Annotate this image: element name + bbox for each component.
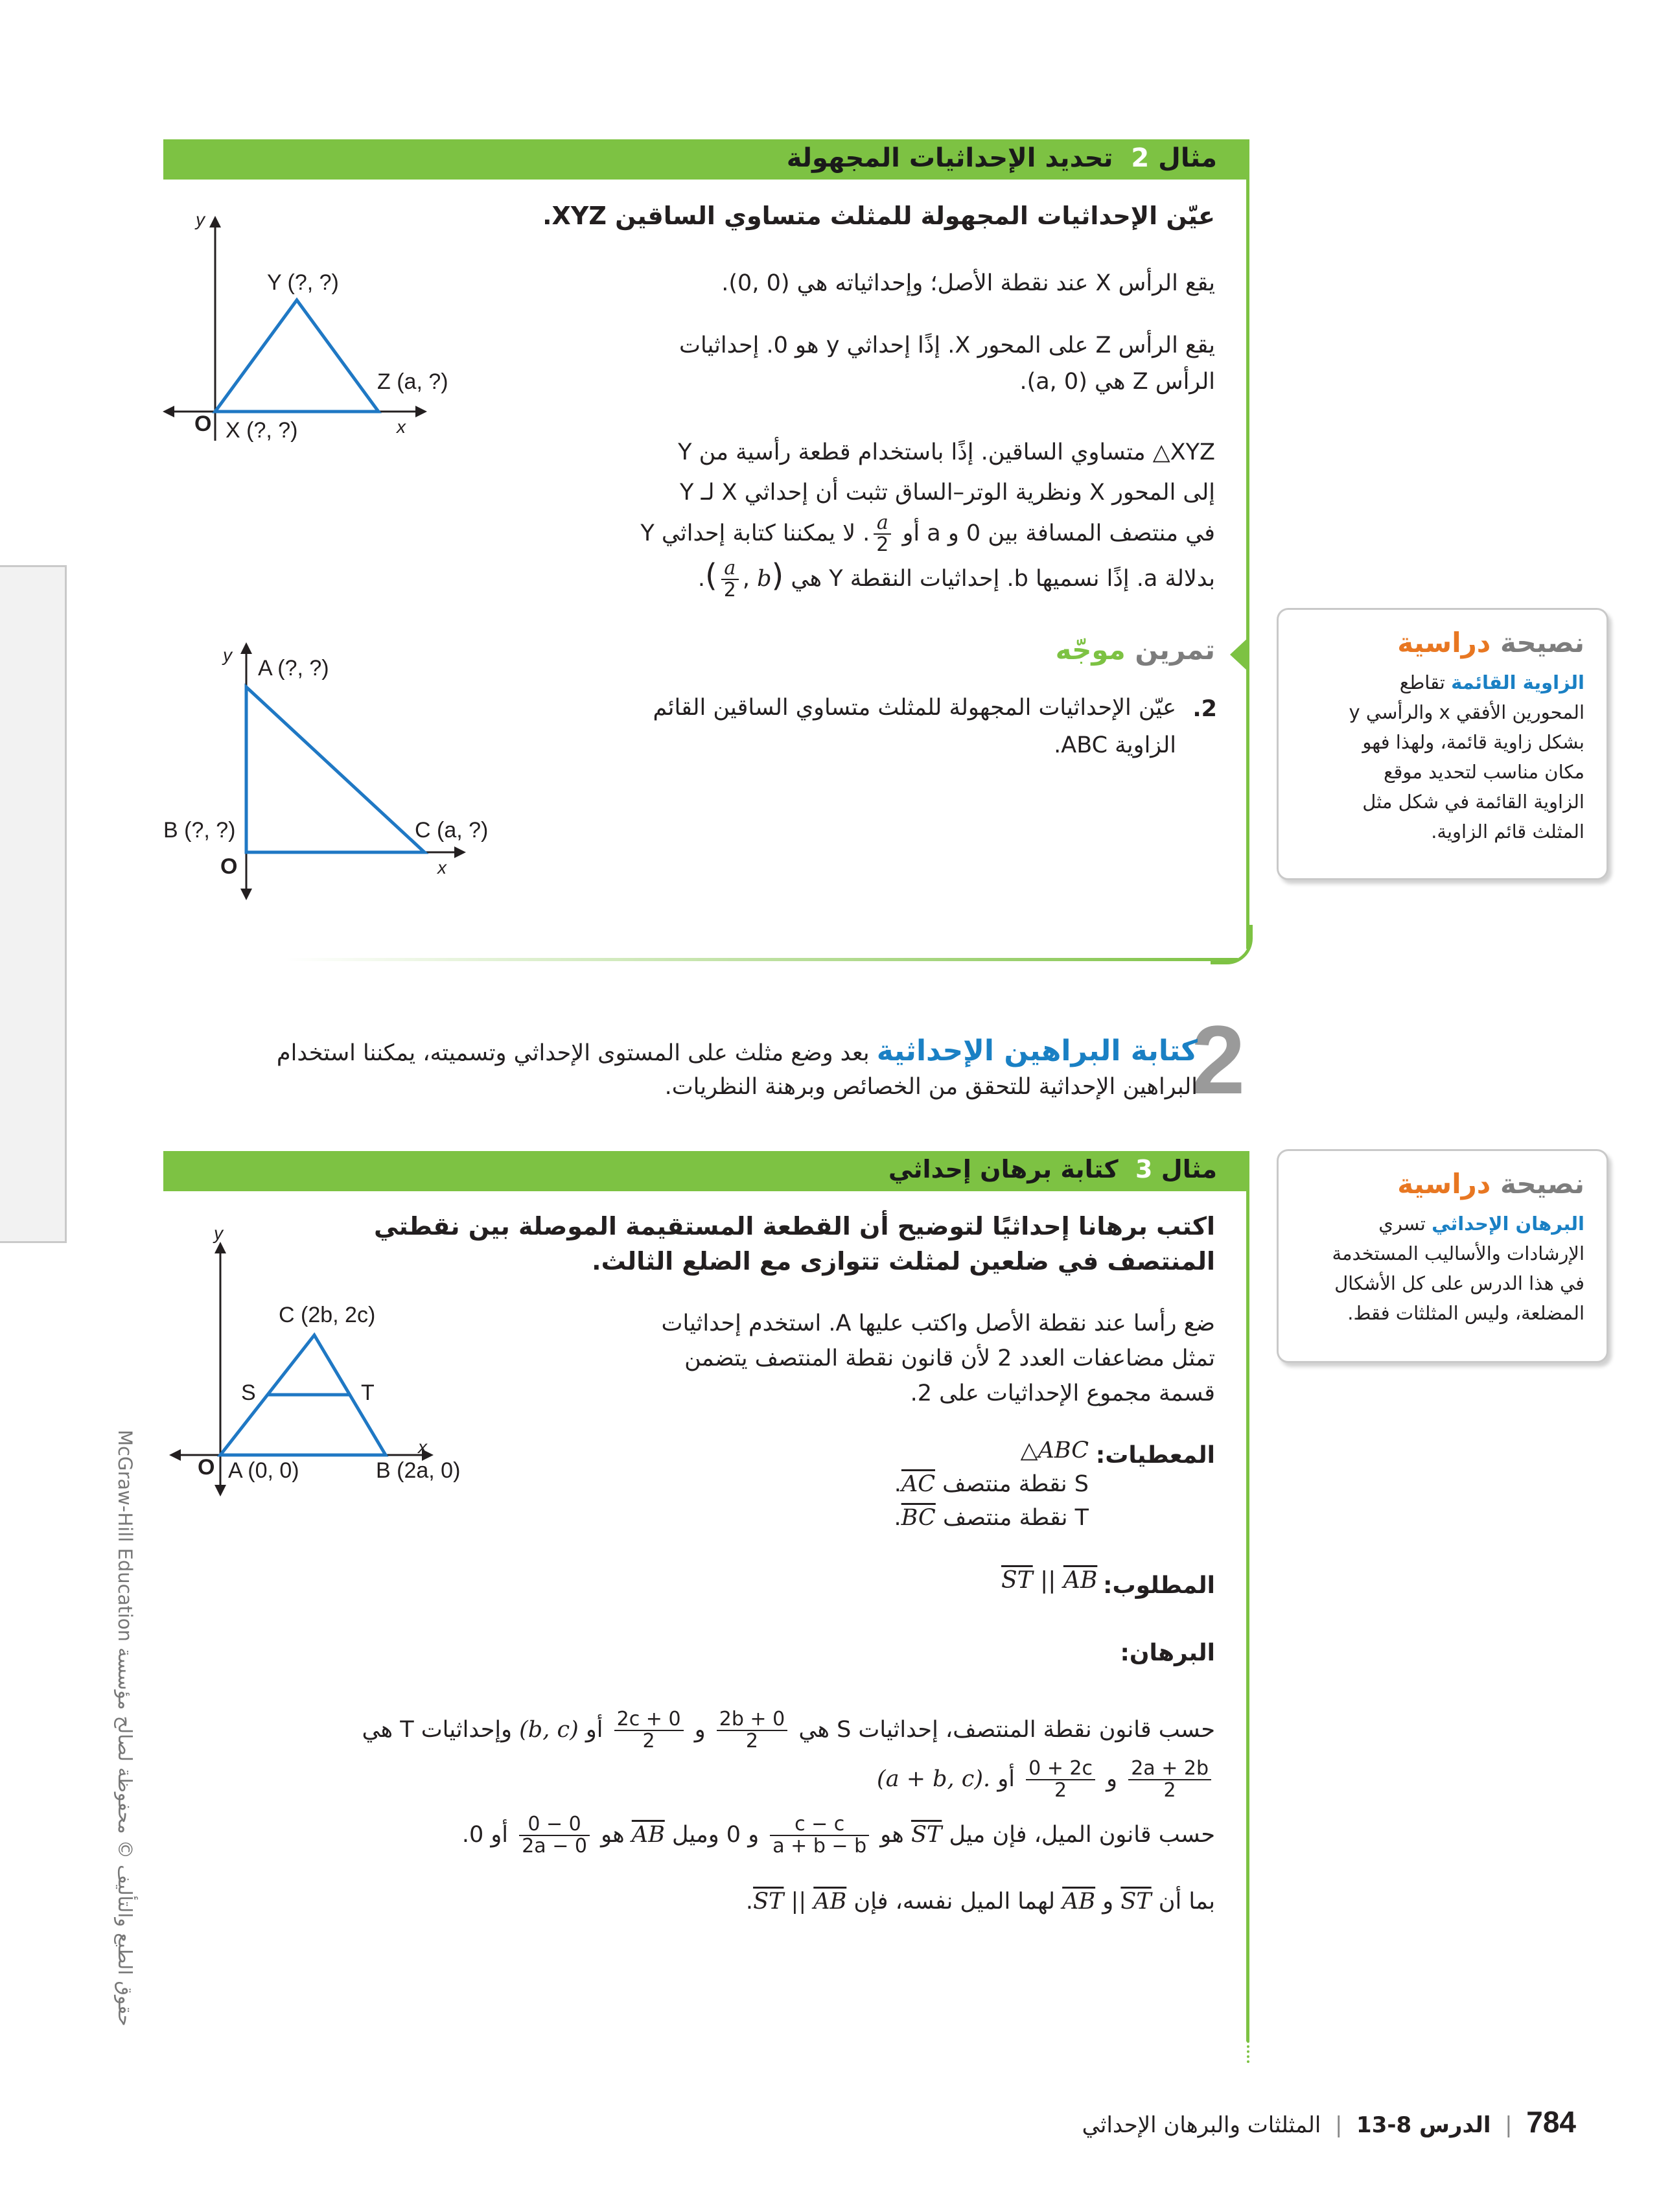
study-tip-2-title: نصيحة دراسية	[1397, 1168, 1584, 1200]
example2-header	[163, 139, 1249, 180]
vertex-b-label: B (2a, 0)	[376, 1458, 461, 1483]
vertex-x-label: X (?, ?)	[226, 418, 298, 443]
y-axis-label: y	[196, 209, 205, 229]
given-label: المعطيات:	[1095, 1442, 1215, 1469]
proof-label: البرهان:	[1120, 1640, 1215, 1666]
study-tip-1-title: نصيحة دراسية	[1397, 627, 1584, 658]
origin-label: O	[198, 1455, 215, 1480]
figure-triangle-xyz	[156, 207, 480, 454]
example2-prompt: عيّن الإحداثيات المجهولة للمثلث متساوي الساقين XYZ.	[542, 202, 1215, 230]
vertex-b-label: B (?, ?)	[163, 818, 236, 843]
vertex-c-label: C (2b, 2c)	[279, 1303, 376, 1327]
guided-question-number: 2.	[1192, 696, 1217, 722]
side-tab	[0, 565, 67, 1243]
example3-dotted-end	[1247, 2040, 1249, 2063]
page-footer: 784 | الدرس 8-13 | المثلثات والبرهان الإحداثي	[1082, 2105, 1576, 2139]
example3-paragraph-1: ضع رأسا عند نقطة الأصل واكتب عليها A. استخدم إحداثيات تمثل مضاعفات العدد 2 لأن قانون نقطة المنتصف يتضمن قسمة مجموع الإحداثيات على 2.	[661, 1310, 1215, 1406]
example2-label: مثال	[1158, 143, 1217, 173]
figure-triangle-abc	[156, 642, 505, 901]
guided-arrow	[1230, 636, 1249, 673]
x-axis-label: x	[397, 417, 406, 437]
point-t-label: T	[361, 1380, 375, 1405]
section-2-title: كتابة البراهين الإحداثية	[876, 1034, 1198, 1067]
guided-question-2: عيّن الإحداثيات المجهولة للمثلث متساوي الساقين القائم الزاوية ABC.	[653, 695, 1176, 758]
proof-line-3: حسب قانون الميل، فإن ميل $\overline{ST}$ هو $\frac{c - c}{a + b - b}$ و 0 وميل $\overline{AB}$ هو $\frac{0 - 0}{2a - 0}$ أو 0.	[461, 1813, 1215, 1857]
point-s-label: S	[241, 1380, 256, 1405]
triangle-abc	[246, 687, 424, 852]
proof-line-4: بما أن $\overline{ST}$ و $\overline{AB}$ لهما الميل نفسه، فإن $\overline{ST}$ || $\overline{AB}$.	[745, 1889, 1215, 1915]
lesson-title: المثلثات والبرهان الإحداثي	[1082, 2112, 1321, 2138]
example3-header: مثال 3 كتابة برهان إحداثي	[163, 1151, 1249, 1191]
example2-bottom-rule	[285, 958, 1238, 961]
triangle-xyz	[215, 300, 378, 412]
section-2-number: 2	[1191, 1005, 1246, 1114]
example2-paragraph-1: يقع الرأس X عند نقطة الأصل؛ وإحداثياته هي (0 ,0).	[721, 270, 1215, 296]
guided-practice-title: تمرين موجّه	[1055, 634, 1215, 666]
example3-title: كتابة برهان إحداثي	[888, 1155, 1119, 1183]
example2-title: تحديد الإحداثيات المجهولة	[786, 143, 1113, 173]
vertex-a-label: A (?, ?)	[258, 656, 329, 681]
example2-number: 2	[1131, 143, 1150, 173]
study-tip-2-body: البرهان الإحداثي تسري الإرشادات والأساليب المستخدمة في هذا الدرس على كل الأشكال المضلعة، وليس المثلثات فقط.	[1332, 1213, 1584, 1324]
side-copyright: حقوق الطبع والتأليف © محفوظة لصالح مؤسسة McGraw-Hill Education	[114, 1430, 136, 2027]
example3-prompt: اكتب برهانا إحداثيًا لتوضيح أن القطعة المستقيمة الموصلة بين نقطتي المنتصف في ضلعين لمثلث تتوازى مع الضلع الثالث.	[373, 1212, 1215, 1275]
given-list: △ABC S نقطة منتصف $\overline{AC}$. T نقطة منتصف $\overline{BC}$.	[894, 1438, 1089, 1531]
y-axis-label: y	[223, 645, 232, 665]
origin-label: O	[194, 412, 212, 436]
example2-corner	[1211, 925, 1253, 964]
lesson-label: الدرس 8-13	[1356, 2112, 1491, 2138]
prove-label: المطلوب:	[1103, 1572, 1215, 1599]
example2-paragraph-2: يقع الرأس Z على المحور X. إذًا إحداثي y هو 0. إحداثيات الرأس Z هي (a, 0).	[679, 332, 1215, 395]
page-number: 784	[1526, 2105, 1576, 2139]
x-axis-label: x	[437, 857, 447, 878]
prove-statement: $\overline{ST}$ || $\overline{AB}$	[1001, 1567, 1098, 1594]
vertex-a-label: A (0, 0)	[228, 1458, 299, 1483]
study-tip-1-body: الزاوية القائمة تقاطع المحورين الأفقي x والرأسي y بشكل زاوية قائمة، ولهذا فهو مكان مناسب لتحديد موقع الزاوية القائمة في شكل مثل المثلث قائم الزاوية.	[1349, 671, 1584, 843]
proof-line-2: $\frac{2a + 2b}{2}$ و $\frac{0 + 2c}{2}$ أو (a + b, c).	[567, 1756, 1215, 1802]
origin-label: O	[220, 854, 238, 879]
section-2-text: كتابة البراهين الإحداثية بعد وضع مثلث على المستوى الإحداثي وتسميته، يمكننا استخدام البراهين الإحداثية للتحقق من الخصائص وبرهنة النظريات.	[276, 1034, 1198, 1100]
example2-rule	[1246, 180, 1249, 949]
study-tip-1	[1277, 608, 1608, 880]
vertex-c-label: C (a, ?)	[415, 818, 489, 843]
vertex-y-label: Y (?, ?)	[267, 270, 339, 295]
example2-paragraph-3: XYZ△ متساوي الساقين. إذًا باستخدام قطعة رأسية من Y إلى المحور X ونظرية الوتر–الساق تثبت أن إحداثي X لـ Y في منتصف المسافة بين 0 و a أو $\frac{a}{2}$ . لا يمكننا كتابة إحداثي Y بدلالة a. إذًا نسميها b. إحداثيات النقطة Y هي ( $\frac{a}{2}$ , b).	[640, 439, 1215, 601]
example3-rule	[1246, 1191, 1249, 2042]
proof-line-1: حسب قانون نقطة المنتصف، إحداثيات S هي $\frac{2b + 0}{2}$ و $\frac{2c + 0}{2}$ أو (b, c) وإحداثيات T هي	[362, 1708, 1215, 1752]
vertex-z-label: Z (a, ?)	[377, 369, 448, 394]
figure-triangle-midsegment	[162, 1218, 486, 1497]
x-axis-label: x	[418, 1437, 427, 1457]
study-tip-2	[1277, 1149, 1608, 1363]
y-axis-label: y	[214, 1223, 223, 1243]
